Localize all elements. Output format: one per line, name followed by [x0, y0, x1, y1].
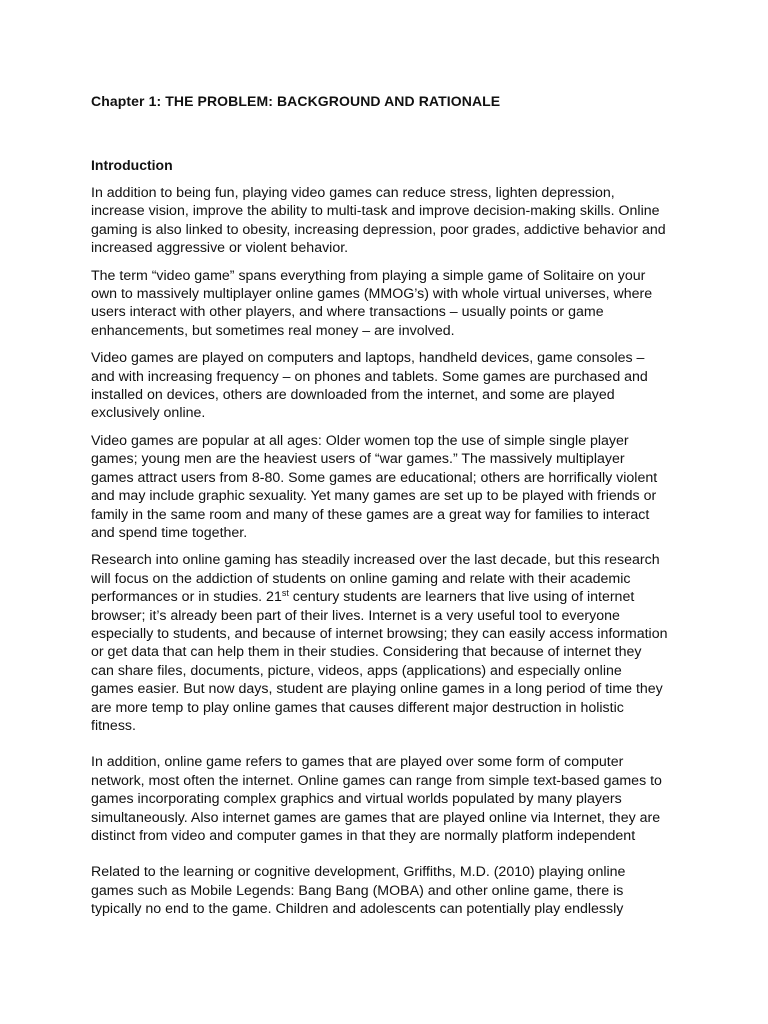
paragraph-5 — [91, 551, 668, 735]
paragraph-2: The term “video game” spans everything from playing a simple game of Solitaire on your own to massively multiplayer online games (MMOG’s) with whole virtual universes, where users interact with other players, and where transactions – usually points or game enhancements, but sometimes real money – are involved. — [91, 267, 653, 339]
chapter-title: Chapter 1: THE PROBLEM: BACKGROUND AND RATIONALE — [91, 93, 501, 109]
paragraph-5-superscript: st — [281, 588, 289, 599]
paragraph-5-text-end: century students are learners that live using of internet browser; it’s already been part of their lives. Internet is a very useful tool to everyone especially to students, and because of internet browsing; they can easily access information or get data that can help them in their studies. Considering that because of internet they can share files, documents, picture, videos, apps (applications) and especially online games easier. But now days, student are playing online games in a long period of time they are more temp to play online games that causes different major destruction in holistic fitness. — [91, 589, 668, 734]
paragraph-6: In addition, online game refers to games that are played over some form of computer network, most often the internet. Online games can range from simple text-based games to games incorporating complex graphics and virtual worlds populated by many players simultaneously. Also internet games are games that are played online via Internet, they are distinct from video and computer games in that they are normally platform independent — [91, 754, 662, 844]
paragraph-4: Video games are popular at all ages: Older women top the use of simple single player games; young men are the heaviest users of “war games.” The massively multiplayer games attract users from 8-80. Some games are educational; others are horrifically violent and may include graphic sexuality. Yet many games are set up to be played with friends or family in the same room and many of these games are a great way for families to interact and spend time together. — [91, 432, 658, 541]
paragraph-5-text-start: Research into online gaming has steadily increased over the last decade, but this research will focus on the addiction of students on online gaming and relate with their academic performances or in studies. 21 — [91, 552, 660, 606]
section-heading-introduction: Introduction — [91, 157, 173, 173]
paragraph-7: Related to the learning or cognitive development, Griffiths, M.D. (2010) playing online games such as Mobile Legends: Bang Bang (MOBA) and other online game, there is typically no end to the game. Children and adolescents can potentially play endlessly — [91, 864, 626, 918]
paragraph-1: In addition to being fun, playing video games can reduce stress, lighten depression, increase vision, improve the ability to multi-task and improve decision-making skills. Online gaming is also linked to obesity, increasing depression, poor grades, addictive behavior and increased aggressive or violent behavior. — [91, 185, 666, 257]
paragraph-3: Video games are played on computers and laptops, handheld devices, game consoles – and with increasing frequency – on phones and tablets. Some games are purchased and installed on devices, others are downloaded from the internet, and some are played exclusively online. — [91, 350, 648, 422]
